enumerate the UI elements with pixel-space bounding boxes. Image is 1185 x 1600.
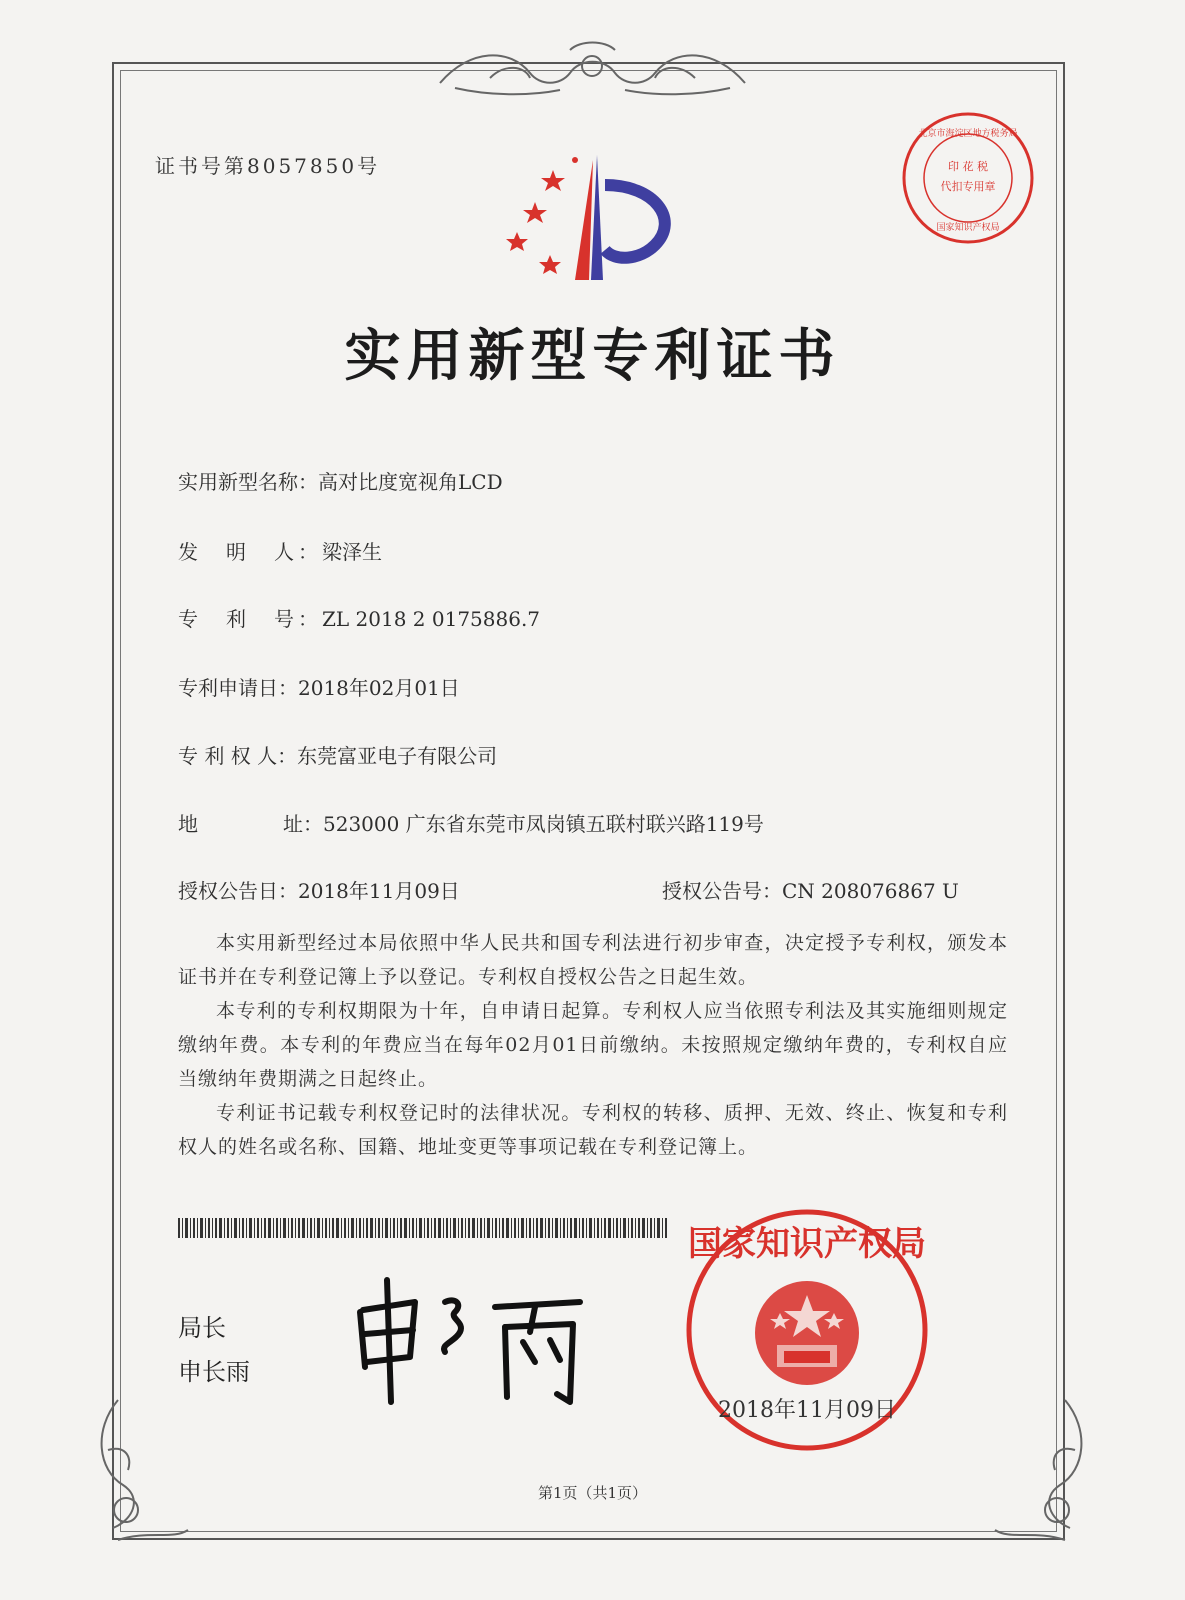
filing-date-row <box>178 672 460 701</box>
grant-number-row <box>662 875 959 904</box>
page-number: 第1页（共1页） <box>537 1484 648 1502</box>
bottom-left-ornament-icon <box>88 1390 198 1550</box>
grant-date-row <box>178 875 460 904</box>
filing-date-label: 专利申请日： <box>178 676 298 700</box>
director-signature <box>345 1272 595 1412</box>
address-label-second: 址： <box>283 812 323 836</box>
barcode <box>178 1218 668 1238</box>
utility-model-name-value: 高对比度宽视角LCD <box>318 470 503 494</box>
address-label-first: 地 <box>178 812 198 836</box>
grant-number-label: 授权公告号： <box>662 879 782 903</box>
svg-text:北京市海淀区地方税务局: 北京市海淀区地方税务局 <box>918 129 1018 139</box>
patent-number-row <box>178 603 540 632</box>
address-row <box>178 808 764 837</box>
patentee-label: 专 利 权 人： <box>178 744 298 768</box>
grant-date-value: 2018年11月09日 <box>298 879 460 903</box>
certificate-number: 证书号第8057850号 <box>155 154 381 178</box>
utility-model-name-label: 实用新型名称： <box>178 470 318 494</box>
big-seal-date: 2018年11月09日 <box>718 1398 896 1423</box>
top-ornament-icon <box>430 38 755 98</box>
utility-model-name-row <box>178 466 503 495</box>
inventor-label: 发 明 人： <box>178 540 322 564</box>
grant-date-label: 授权公告日： <box>178 879 298 903</box>
tax-stamp-seal <box>898 108 1038 248</box>
filing-date-value: 2018年02月01日 <box>298 676 460 700</box>
patent-number-label: 专 利 号： <box>178 607 322 631</box>
patentee-value: 东莞富亚电子有限公司 <box>297 744 498 768</box>
grant-number-value: CN 208076867 U <box>782 879 959 903</box>
svg-text:印 花 税: 印 花 税 <box>948 160 988 173</box>
statement-paragraph-1: 本实用新型经过本局依照中华人民共和国专利法进行初步审查，决定授予专利权，颁发本证书并在专利登记簿上予以登记。专利权自授权公告之日起生效。 <box>178 932 1008 988</box>
address-value: 523000 广东省东莞市凤岗镇五联村联兴路119号 <box>323 812 764 836</box>
inventor-row <box>178 536 382 565</box>
big-seal-text: 国家知识产权局 <box>688 1224 926 1264</box>
certificate-title: 实用新型专利证书 <box>344 324 841 389</box>
patent-number-value: ZL 2018 2 0175886.7 <box>322 607 541 631</box>
patentee-row <box>178 740 497 769</box>
bottom-right-ornament-icon <box>985 1390 1095 1550</box>
director-name: 申长雨 <box>178 1358 250 1386</box>
svg-text:国家知识产权局: 国家知识产权局 <box>936 223 1000 233</box>
patent-office-logo-icon <box>505 150 680 285</box>
patent-office-seal <box>682 1205 932 1455</box>
inventor-value: 梁泽生 <box>322 540 382 564</box>
statement-paragraph-3: 专利证书记载专利权登记时的法律状况。专利权的转移、质押、无效、终止、恢复和专利权人的姓名或名称、国籍、地址变更等事项记载在专利登记簿上。 <box>178 1102 1008 1158</box>
certificate-statement <box>178 926 1008 1164</box>
svg-text:代扣专用章: 代扣专用章 <box>940 180 996 193</box>
director-title: 局长 <box>178 1314 226 1342</box>
statement-paragraph-2: 本专利的专利权期限为十年，自申请日起算。专利权人应当依照专利法及其实施细则规定缴纳年费。本专利的年费应当在每年02月01日前缴纳。未按照规定缴纳年费的，专利权自应当缴纳年费期满之日起终止。 <box>178 1000 1008 1090</box>
